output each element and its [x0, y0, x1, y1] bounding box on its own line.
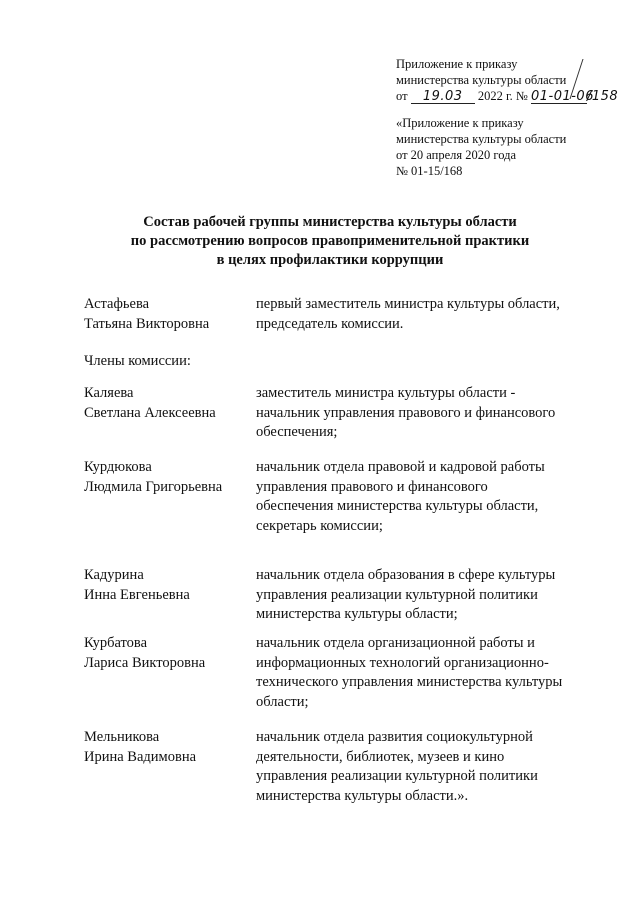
members-heading: Члены комиссии:: [84, 353, 191, 369]
surname: Курдюкова: [84, 459, 152, 475]
role-line: деятельности, библиотек, музеев и кино: [256, 748, 505, 765]
surname: Курбатова: [84, 635, 148, 651]
role-line: управления реализации культурной политики: [256, 768, 538, 784]
person-role: [256, 458, 606, 536]
order-reference-header: [396, 56, 626, 105]
surname: Мельникова: [84, 729, 160, 745]
person-name: [84, 728, 254, 767]
person-role: [256, 566, 606, 625]
handwritten-number-suffix: /158: [586, 89, 619, 104]
role-line: технического управления министерства культуры: [256, 674, 563, 690]
handwritten-date: 19.03: [411, 90, 475, 104]
year-text: 2022 г. №: [477, 89, 528, 103]
given-name: Светлана Алексеевна: [84, 404, 216, 421]
surname: Астафьева: [84, 296, 150, 312]
given-name: Лариса Викторовна: [84, 654, 206, 671]
handwritten-number: 01-01-06: [530, 89, 594, 104]
role-line: председатель комиссии.: [256, 315, 404, 332]
date-prefix: от: [396, 89, 408, 103]
role-line: заместитель министра культуры области -: [256, 385, 516, 401]
role-line: обеспечения министерства культуры области,: [256, 498, 539, 514]
given-name: Людмила Григорьевна: [84, 478, 223, 495]
header-line: министерства культуры области: [396, 132, 567, 146]
role-line: начальник отдела развития социокультурной: [256, 729, 533, 745]
header-line: «Приложение к приказу: [396, 116, 524, 130]
person-name: [84, 458, 254, 497]
role-line: области;: [256, 693, 309, 710]
person-role: [256, 728, 606, 806]
role-line: информационных технологий организационно-: [256, 654, 549, 671]
role-line: обеспечения;: [256, 424, 338, 440]
person-name: [84, 634, 254, 673]
header-date-line: [396, 88, 626, 105]
role-line: начальник отдела образования в сфере культуры: [256, 567, 556, 583]
previous-order-header: [396, 115, 626, 179]
person-name: [84, 295, 254, 334]
surname: Кадурина: [84, 567, 144, 583]
role-line: министерства культуры области;: [256, 606, 458, 622]
role-line: управления правового и финансового: [256, 478, 488, 495]
title-line: по рассмотрению вопросов правоприменительной практики: [130, 233, 530, 249]
person-role: [256, 384, 606, 443]
given-name: Ирина Вадимовна: [84, 748, 197, 765]
role-line: начальник управления правового и финансового: [256, 404, 556, 421]
header-line: от 20 апреля 2020 года: [396, 148, 517, 162]
header-line: Приложение к приказу: [396, 57, 518, 71]
surname: Каляева: [84, 385, 134, 401]
given-name: Инна Евгеньевна: [84, 586, 190, 603]
role-line: министерства культуры области.».: [256, 787, 469, 804]
person-name: [84, 566, 254, 605]
role-line: секретарь комиссии;: [256, 517, 383, 534]
title-line: Состав рабочей группы министерства культуры области: [143, 214, 517, 230]
role-line: начальник отдела организационной работы и: [256, 635, 535, 651]
document-title: [60, 213, 600, 270]
header-line: министерства культуры области: [396, 73, 567, 87]
role-line: начальник отдела правовой и кадровой работы: [256, 459, 545, 475]
person-name: [84, 384, 254, 423]
person-role: [256, 295, 606, 334]
role-line: управления реализации культурной политики: [256, 586, 538, 603]
role-line: первый заместитель министра культуры области,: [256, 296, 560, 312]
person-role: [256, 634, 606, 712]
given-name: Татьяна Викторовна: [84, 315, 210, 332]
header-line: № 01-15/168: [396, 164, 463, 178]
title-line: в целях профилактики коррупции: [216, 252, 444, 268]
